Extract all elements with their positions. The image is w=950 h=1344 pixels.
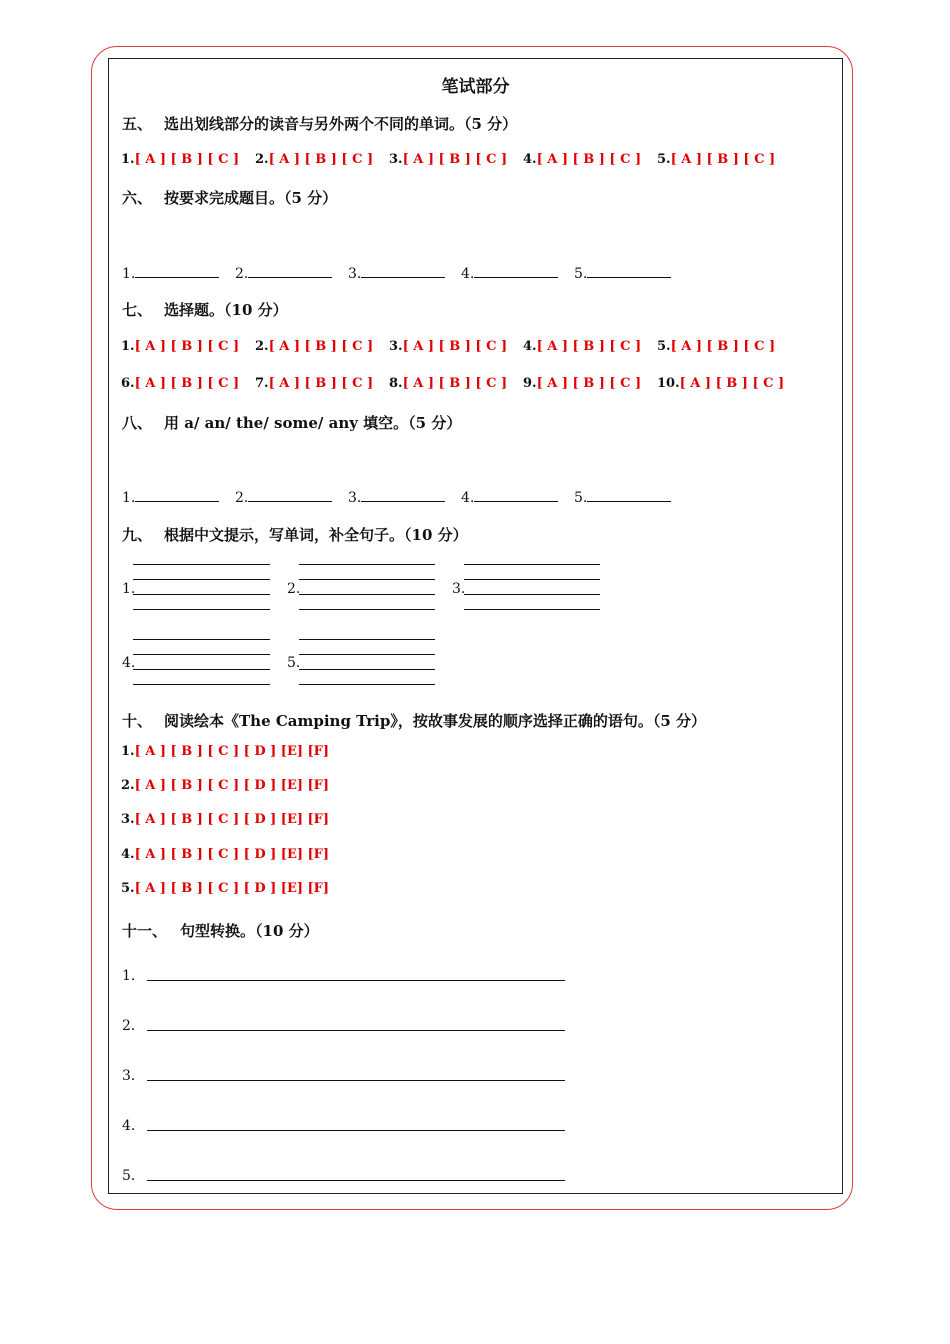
section-9-heading: 九、 根据中文提示，写单词，补全句子。（10 分） xyxy=(122,526,468,544)
s5-q1[interactable]: 1.[ A ] [ B ] [ C ] xyxy=(121,152,240,167)
inner-frame xyxy=(108,58,843,1194)
s5-q2[interactable]: 2.[ A ] [ B ] [ C ] xyxy=(255,152,374,167)
section-7-heading: 七、 选择题。（10 分） xyxy=(122,301,288,319)
section-6-heading: 六、 按要求完成题目。（5 分） xyxy=(122,189,338,207)
s10-q2[interactable]: 2.[ A ] [ B ] [ C ] [ D ] [E] [F] xyxy=(121,778,330,793)
s6-blank-1[interactable]: 1. xyxy=(122,263,219,282)
s11-answer-line-2[interactable] xyxy=(147,1030,565,1031)
s6-blank-3[interactable]: 3. xyxy=(348,263,445,282)
s7-q1[interactable]: 1.[ A ] [ B ] [ C ] xyxy=(121,339,240,354)
s11-answer-line-1[interactable] xyxy=(147,980,565,981)
s5-q3[interactable]: 3.[ A ] [ B ] [ C ] xyxy=(389,152,508,167)
s10-q5[interactable]: 5.[ A ] [ B ] [ C ] [ D ] [E] [F] xyxy=(121,881,330,896)
s11-answer-line-4[interactable] xyxy=(147,1130,565,1131)
s8-blank-2[interactable]: 2. xyxy=(235,487,332,506)
s7-q9[interactable]: 9.[ A ] [ B ] [ C ] xyxy=(523,376,642,391)
s8-blank-3[interactable]: 3. xyxy=(348,487,445,506)
section-5-heading: 五、 选出划线部分的读音与另外两个不同的单词。（5 分） xyxy=(122,115,518,133)
s6-blank-4[interactable]: 4. xyxy=(461,263,558,282)
s6-blank-5[interactable]: 5. xyxy=(574,263,671,282)
s7-q8[interactable]: 8.[ A ] [ B ] [ C ] xyxy=(389,376,508,391)
s9-q2-line[interactable] xyxy=(299,594,435,595)
s9-q5-line[interactable] xyxy=(299,654,435,655)
s7-q3[interactable]: 3.[ A ] [ B ] [ C ] xyxy=(389,339,508,354)
s10-q3[interactable]: 3.[ A ] [ B ] [ C ] [ D ] [E] [F] xyxy=(121,812,330,827)
section-8-heading: 八、 用 a/ an/ the/ some/ any 填空。（5 分） xyxy=(122,414,462,432)
s8-blank-4[interactable]: 4. xyxy=(461,487,558,506)
s9-q4-line[interactable] xyxy=(133,669,270,670)
s7-q2[interactable]: 2.[ A ] [ B ] [ C ] xyxy=(255,339,374,354)
s5-q4[interactable]: 4.[ A ] [ B ] [ C ] xyxy=(523,152,642,167)
s9-q4-line[interactable] xyxy=(133,654,270,655)
s9-q1-line[interactable] xyxy=(133,564,270,565)
section-10-heading: 十、 阅读绘本《The Camping Trip》，按故事发展的顺序选择正确的语句。（5 分） xyxy=(122,712,706,730)
s10-q1[interactable]: 1.[ A ] [ B ] [ C ] [ D ] [E] [F] xyxy=(121,744,330,759)
s8-blank-5[interactable]: 5. xyxy=(574,487,671,506)
page-title: 笔试部分 xyxy=(441,77,510,97)
s9-q3-line[interactable] xyxy=(464,609,600,610)
s11-label-5: 5． xyxy=(122,1168,145,1184)
s9-q5-line[interactable] xyxy=(299,639,435,640)
s9-label-3: 3. xyxy=(452,581,466,597)
s9-q5-line[interactable] xyxy=(299,684,435,685)
s6-blank-2[interactable]: 2. xyxy=(235,263,332,282)
s9-q1-line[interactable] xyxy=(133,579,270,580)
s11-label-2: 2． xyxy=(122,1018,145,1034)
s7-q5[interactable]: 5.[ A ] [ B ] [ C ] xyxy=(657,339,776,354)
s9-label-4: 4. xyxy=(122,655,136,671)
s9-q1-line[interactable] xyxy=(133,609,270,610)
section-11-heading: 十一、 句型转换。（10 分） xyxy=(122,922,319,940)
s9-q2-line[interactable] xyxy=(299,609,435,610)
s11-label-4: 4． xyxy=(122,1118,145,1134)
s9-q2-line[interactable] xyxy=(299,564,435,565)
s5-q5[interactable]: 5.[ A ] [ B ] [ C ] xyxy=(657,152,776,167)
s11-label-3: 3． xyxy=(122,1068,145,1084)
s7-q10[interactable]: 10.[ A ] [ B ] [ C ] xyxy=(657,376,785,391)
s9-label-5: 5. xyxy=(287,655,301,671)
s9-q4-line[interactable] xyxy=(133,684,270,685)
s9-q3-line[interactable] xyxy=(464,564,600,565)
s9-q3-line[interactable] xyxy=(464,594,600,595)
s9-label-1: 1. xyxy=(122,581,136,597)
s7-q4[interactable]: 4.[ A ] [ B ] [ C ] xyxy=(523,339,642,354)
s11-label-1: 1． xyxy=(122,968,145,984)
s9-label-2: 2. xyxy=(287,581,301,597)
s9-q3-line[interactable] xyxy=(464,579,600,580)
s9-q4-line[interactable] xyxy=(133,639,270,640)
s8-blank-1[interactable]: 1. xyxy=(122,487,219,506)
s10-q4[interactable]: 4.[ A ] [ B ] [ C ] [ D ] [E] [F] xyxy=(121,847,330,862)
s9-q5-line[interactable] xyxy=(299,669,435,670)
s11-answer-line-5[interactable] xyxy=(147,1180,565,1181)
s9-q1-line[interactable] xyxy=(133,594,270,595)
s11-answer-line-3[interactable] xyxy=(147,1080,565,1081)
s7-q6[interactable]: 6.[ A ] [ B ] [ C ] xyxy=(121,376,240,391)
s9-q2-line[interactable] xyxy=(299,579,435,580)
s7-q7[interactable]: 7.[ A ] [ B ] [ C ] xyxy=(255,376,374,391)
